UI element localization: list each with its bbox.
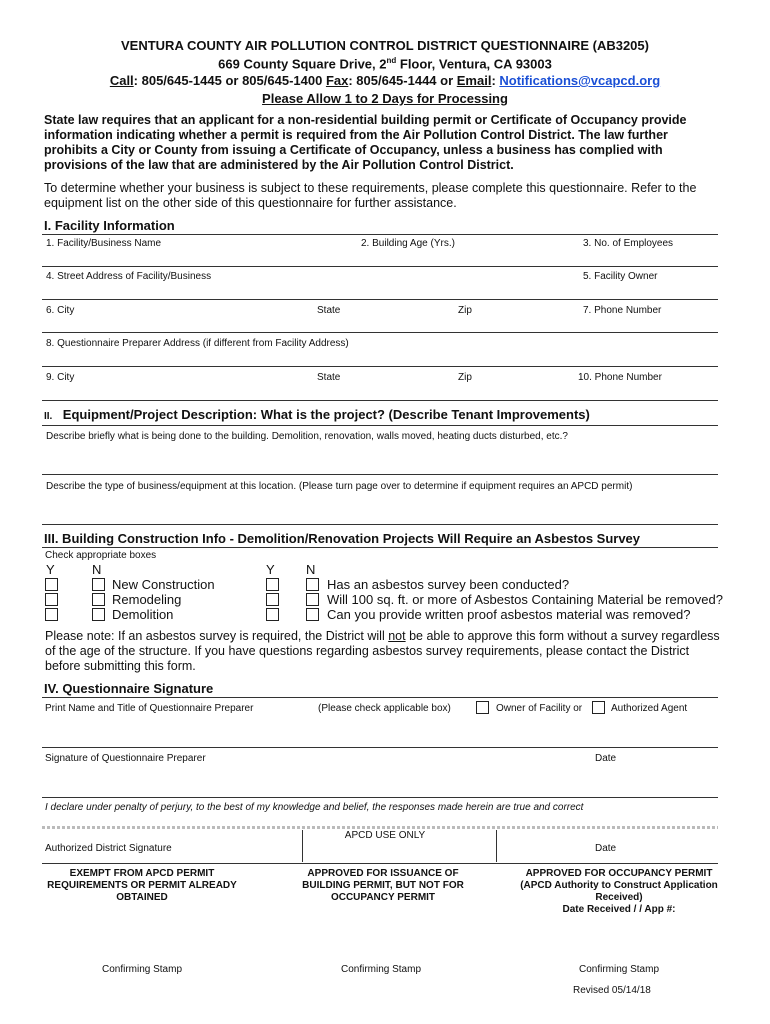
apcd-use-only-label: APCD USE ONLY [344, 830, 426, 841]
check-boxes-instruction: Check appropriate boxes [45, 550, 157, 561]
address-line [0, 56, 770, 71]
written-proof-no-checkbox[interactable] [306, 608, 319, 621]
fax-value: : 805/645-1444 or [348, 73, 457, 88]
street-address-field[interactable]: 4. Street Address of Facility/Business [46, 271, 212, 282]
yes-header-left: Y [46, 562, 55, 577]
section-2-title [44, 406, 590, 424]
fax-label: Fax [325, 73, 349, 88]
survey-conducted-no-checkbox[interactable] [306, 578, 319, 591]
employees-field[interactable]: 3. No. of Employees [583, 238, 674, 249]
new-construction-yes-checkbox[interactable] [45, 578, 58, 591]
print-name-field[interactable]: Print Name and Title of Questionnaire Preparer [45, 703, 254, 714]
perjury-declaration: I declare under penalty of perjury, to the best of my knowledge and belief, the responses made herein are true and correct [45, 802, 584, 813]
no-header-left: N [92, 562, 102, 577]
email-link[interactable]: Notifications@vcapcd.org [499, 73, 661, 88]
call-label: Call [109, 73, 134, 88]
preparer-phone-field[interactable]: 10. Phone Number [578, 372, 662, 383]
facility-name-field[interactable]: 1. Facility/Business Name [46, 238, 162, 249]
exempt-column: EXEMPT FROM APCD PERMIT REQUIREMENTS OR PERMIT ALREADY OBTAINED [47, 868, 237, 903]
address-pre: 669 County Square Drive, 2 [218, 56, 387, 72]
acm-removed-label: Will 100 sq. ft. or more of Asbestos Containing Material be removed? [327, 592, 723, 607]
written-proof-label: Can you provide written proof asbestos material was removed? [327, 607, 691, 622]
authorized-date-field[interactable]: Date [595, 843, 617, 854]
preparer-city-field[interactable]: 9. City [46, 372, 75, 383]
phone-field[interactable]: 7. Phone Number [583, 305, 662, 316]
city-field[interactable]: 6. City [46, 305, 75, 316]
apcd-divider [42, 826, 718, 829]
building-permit-column: APPROVED FOR ISSUANCE OF BUILDING PERMIT, BUT NOT FOR OCCUPANCY PERMIT [302, 868, 464, 903]
apcd-divider-left [302, 830, 303, 862]
revision-date: Revised 05/14/18 [573, 985, 651, 996]
business-type-field[interactable]: Describe the type of business/equipment at this location. (Please turn page over to determine if equipment requires an APCD permit) [46, 481, 633, 492]
email-sep: : [491, 73, 500, 88]
new-construction-label: New Construction [112, 577, 215, 592]
form-title: VENTURA COUNTY AIR POLLUTION CONTROL DISTRICT QUESTIONNAIRE (AB3205) [121, 38, 649, 53]
acm-removed-no-checkbox[interactable] [306, 593, 319, 606]
signature-field[interactable]: Signature of Questionnaire Preparer [45, 753, 206, 764]
remodeling-yes-checkbox[interactable] [45, 593, 58, 606]
acm-removed-yes-checkbox[interactable] [266, 593, 279, 606]
preparer-address-field[interactable]: 8. Questionnaire Preparer Address (if different from Facility Address) [46, 338, 349, 349]
asbestos-note [45, 629, 725, 674]
demolition-yes-checkbox[interactable] [45, 608, 58, 621]
remodeling-label: Remodeling [112, 592, 182, 607]
no-header-right: N [306, 562, 316, 577]
check-applicable-instruction: (Please check applicable box) [318, 703, 451, 714]
occupancy-subtitle: (APCD Authority to Construct Application Received) [520, 880, 718, 903]
address-post: Floor, Ventura, CA 93003 [396, 56, 552, 72]
owner-label: Owner of Facility or [496, 703, 583, 714]
section-1-title: I. Facility Information [44, 218, 175, 233]
contact-line [0, 73, 770, 88]
survey-conducted-label: Has an asbestos survey been conducted? [327, 577, 570, 592]
written-proof-yes-checkbox[interactable] [266, 608, 279, 621]
section-3-title: III. Building Construction Info - Demolition/Renovation Projects Will Require an Asbestos Survey [44, 531, 641, 546]
demolition-no-checkbox[interactable] [92, 608, 105, 621]
owner-checkbox[interactable] [476, 701, 489, 714]
signature-date-field[interactable]: Date [595, 753, 617, 764]
preparer-zip-field[interactable]: Zip [458, 372, 472, 383]
asbestos-note-pre: Please note: If an asbestos survey is required, the District will [45, 629, 389, 643]
occupancy-permit-column [519, 868, 719, 916]
confirming-stamp-3: Confirming Stamp [578, 964, 660, 975]
address-sup: nd [386, 56, 397, 65]
call-value: : 805/645-1445 or 805/645-1400 [133, 73, 326, 88]
zip-field[interactable]: Zip [458, 305, 472, 316]
asbestos-note-not: not [388, 629, 406, 643]
confirming-stamp-1: Confirming Stamp [101, 964, 183, 975]
new-construction-no-checkbox[interactable] [92, 578, 105, 591]
agent-checkbox[interactable] [592, 701, 605, 714]
yes-header-right: Y [266, 562, 275, 577]
demolition-label: Demolition [112, 607, 174, 622]
project-description-field[interactable]: Describe briefly what is being done to the building. Demolition, renovation, walls moved, heating ducts disturbed, etc.? [46, 431, 568, 442]
building-age-field[interactable]: 2. Building Age (Yrs.) [361, 238, 455, 249]
agent-label: Authorized Agent [611, 703, 688, 714]
apcd-divider-right [496, 830, 497, 862]
facility-owner-field[interactable]: 5. Facility Owner [583, 271, 658, 282]
email-label: Email [456, 73, 492, 88]
remodeling-no-checkbox[interactable] [92, 593, 105, 606]
section-2-number: II. [44, 411, 53, 422]
section-2-heading: Equipment/Project Description: What is the project? (Describe Tenant Improvements) [62, 407, 590, 422]
occupancy-title: APPROVED FOR OCCUPANCY PERMIT [525, 868, 713, 879]
date-received-app-number[interactable]: Date Received / / App #: [562, 904, 676, 915]
confirming-stamp-2: Confirming Stamp [340, 964, 422, 975]
survey-conducted-yes-checkbox[interactable] [266, 578, 279, 591]
asbestos-note-post: be able to approve this form without a survey regardless of the age of the structure. If you have questions regarding asbestos survey requirements, please contact the District before submitting this form. [45, 629, 720, 673]
state-field[interactable]: State [317, 305, 341, 316]
preparer-state-field[interactable]: State [317, 372, 341, 383]
intro-law-paragraph: State law requires that an applicant for a non-residential building permit or Certificate of Occupancy provide information indicating whether a permit is required from the Air Pollution Control District. The law further prohibits a City or County from issuing a Certificate of Occupancy, unless a business has complied with provisions of the law that are administered by the Air Pollution Control District. [44, 113, 687, 172]
authorized-signature-field[interactable]: Authorized District Signature [45, 843, 172, 854]
processing-note: Please Allow 1 to 2 Days for Processing [262, 91, 508, 106]
section-4-title: IV. Questionnaire Signature [44, 681, 214, 696]
intro-paragraph: To determine whether your business is subject to these requirements, please complete this questionnaire. Refer to the equipment list on the other side of this questionnaire for further assistance. [44, 181, 697, 210]
